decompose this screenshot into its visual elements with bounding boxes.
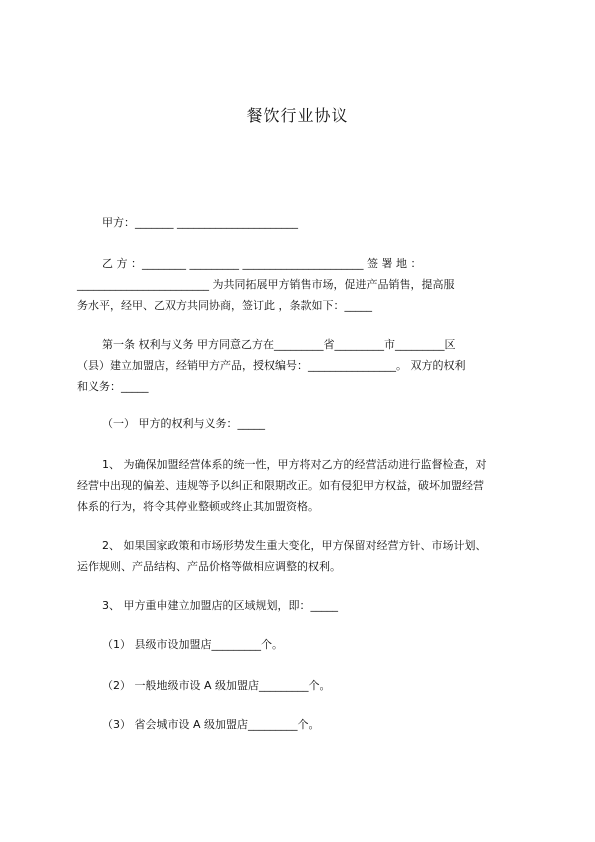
- party-b-line: 乙 方 ：________ _________ ______________________ 签 署 地 ：: [102, 257, 422, 270]
- party-a-line: 甲方：_______ ______________________: [102, 216, 298, 229]
- item-1-line-3: 体系的行为，将令其停业整顿或终止其加盟资格。: [77, 500, 319, 513]
- section-1-heading: （一） 甲方的权利与义务：_____: [102, 417, 265, 430]
- item-2-line-2: 运作规则、产品结构、产品价格等做相应调整的权利。: [77, 560, 341, 573]
- sub-item-1: （1） 县级市设加盟店_________个。: [102, 638, 283, 651]
- item-3-line: 3、 甲方重申建立加盟店的区域规划，即：_____: [102, 599, 338, 612]
- article-1-line-1: 第一条 权利与义务 甲方同意乙方在_________省_________市_________区: [102, 338, 456, 351]
- item-2-line-1: 2、 如果国家政策和市场形势发生重大变化，甲方保留对经营方针、市场计划、: [102, 539, 487, 552]
- document-title: 餐饮行业协议: [246, 106, 349, 125]
- article-1-line-2: （县）建立加盟店，经销甲方产品，授权编号：________________。 双方的权利: [77, 359, 466, 372]
- article-1-line-3: 和义务：_____: [77, 380, 149, 393]
- party-b-line-2: ________________________ 为共同拓展甲方销售市场，促进产品销售，提高服: [77, 278, 455, 291]
- sub-item-2: （2） 一般地级市设 A 级加盟店_________个。: [102, 679, 331, 692]
- sub-item-3: （3） 省会城市设 A 级加盟店_________个。: [102, 718, 320, 731]
- item-1-line-1: 1、 为确保加盟经营体系的统一性，甲方将对乙方的经营活动进行监督检查，对: [102, 458, 487, 471]
- item-1-line-2: 经营中出现的偏差、违规等予以纠正和限期改正。如有侵犯甲方权益，破坏加盟经营: [77, 479, 484, 492]
- party-b-line-3: 务水平，经甲、乙双方共同协商，签订此 ，条款如下：_____: [77, 299, 372, 312]
